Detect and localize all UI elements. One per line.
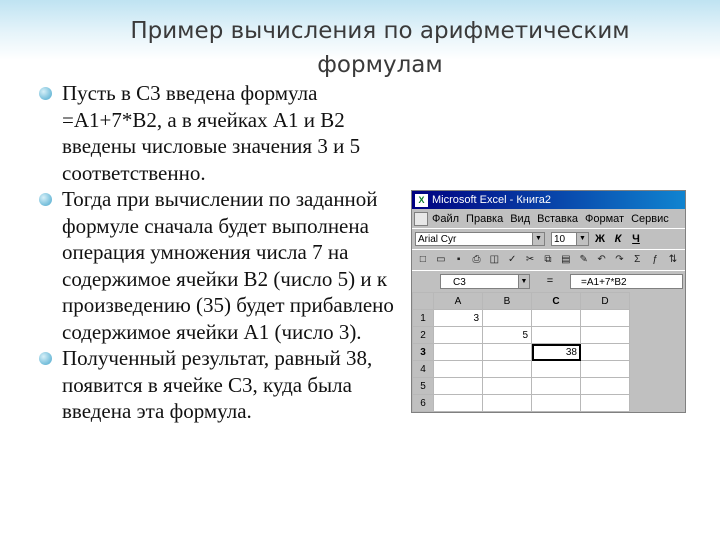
cell-b2[interactable]: 5 (483, 327, 532, 344)
save-icon[interactable]: ▪ (456, 254, 461, 265)
bullet-list (30, 80, 400, 425)
menu-format[interactable]: Формат (585, 212, 625, 225)
formula-input[interactable]: =A1+7*B2 (570, 274, 683, 289)
menu-view[interactable]: Вид (510, 212, 531, 225)
table-row (413, 310, 630, 327)
menu-tools[interactable]: Сервис (631, 212, 669, 225)
cell-c4[interactable] (532, 361, 581, 378)
cell-c6[interactable] (532, 395, 581, 412)
cell-a1[interactable]: 3 (434, 310, 483, 327)
document-icon (414, 212, 428, 226)
bullet-item (30, 186, 400, 345)
cell-b3[interactable] (483, 344, 532, 361)
cell-d5[interactable] (581, 378, 630, 395)
menu-edit[interactable]: Правка (466, 212, 504, 225)
format-painter-icon[interactable]: ✎ (579, 254, 588, 265)
chevron-down-icon[interactable]: ▼ (532, 233, 544, 245)
italic-icon[interactable]: К (614, 233, 622, 245)
cell-c2[interactable] (532, 327, 581, 344)
standard-toolbar (412, 249, 685, 270)
cell-a6[interactable] (434, 395, 483, 412)
font-size-value: 10 (554, 234, 566, 245)
name-box[interactable] (440, 274, 530, 289)
excel-logo-icon: X (415, 194, 428, 207)
excel-title-bar (412, 191, 685, 209)
spelling-icon[interactable]: ✓ (508, 254, 517, 265)
cut-icon[interactable]: ✂ (525, 254, 535, 265)
bullet-text: Тогда при вычислении по заданной формуле сначала будет выполнена операция умножения числа 7 на содержимое ячейки В2 (число 5) и к произведению (35) будет прибавлено содержимое ячейки А1 (число 3). (62, 187, 394, 344)
sum-icon[interactable]: Σ (634, 254, 641, 265)
cell-b5[interactable] (483, 378, 532, 395)
bullet-dot-icon (39, 193, 52, 206)
slide-title: Пример вычисления по арифметическим формулам (130, 18, 630, 78)
row-header[interactable]: 4 (413, 361, 434, 378)
menu-file[interactable]: Файл (432, 212, 460, 225)
bullet-text: Полученный результат, равный 38, появится в ячейке С3, куда была введена эта формула. (62, 346, 373, 423)
paste-icon[interactable]: ▤ (561, 254, 571, 265)
copy-icon[interactable]: ⧉ (544, 254, 552, 265)
open-file-icon[interactable]: ▭ (436, 254, 446, 265)
select-all-corner[interactable] (413, 293, 434, 310)
redo-icon[interactable]: ↷ (615, 254, 624, 265)
format-toolbar (412, 228, 685, 249)
cell-c5[interactable] (532, 378, 581, 395)
table-row (413, 361, 630, 378)
print-icon[interactable]: ⎙ (472, 254, 481, 265)
spreadsheet-grid (412, 292, 630, 412)
row-header[interactable]: 3 (413, 344, 434, 361)
new-file-icon[interactable]: □ (419, 254, 426, 265)
excel-screenshot (411, 190, 686, 413)
table-row (413, 395, 630, 412)
column-header[interactable]: B (483, 293, 532, 310)
table-row (413, 378, 630, 395)
cell-d2[interactable] (581, 327, 630, 344)
equals-label[interactable]: = (546, 275, 554, 287)
preview-icon[interactable]: ◫ (489, 254, 500, 265)
formula-bar (412, 270, 685, 291)
undo-icon[interactable]: ↶ (597, 254, 606, 265)
table-row (413, 327, 630, 344)
sort-icon[interactable]: ⇅ (668, 254, 678, 265)
cell-b6[interactable] (483, 395, 532, 412)
column-header[interactable]: A (434, 293, 483, 310)
row-header[interactable]: 6 (413, 395, 434, 412)
cell-b1[interactable] (483, 310, 532, 327)
chevron-down-icon[interactable]: ▼ (576, 233, 588, 245)
bullet-dot-icon (39, 87, 52, 100)
cell-d4[interactable] (581, 361, 630, 378)
name-box-value: C3 (453, 276, 466, 288)
bullet-item (30, 345, 400, 425)
cell-c1[interactable] (532, 310, 581, 327)
font-size-select[interactable] (551, 232, 589, 246)
bullet-item (30, 80, 400, 186)
cell-a3[interactable] (434, 344, 483, 361)
function-icon[interactable]: ƒ (652, 254, 658, 265)
cell-a5[interactable] (434, 378, 483, 395)
cell-d6[interactable] (581, 395, 630, 412)
cell-d1[interactable] (581, 310, 630, 327)
cell-a4[interactable] (434, 361, 483, 378)
row-header[interactable]: 5 (413, 378, 434, 395)
bold-icon[interactable]: Ж (595, 233, 605, 245)
bullet-text: Пусть в С3 введена формула =А1+7*В2, а в ячейках А1 и В2 введены числовые значения 3 и 5 соответственно. (62, 81, 361, 185)
column-header[interactable]: D (581, 293, 630, 310)
font-name-select[interactable] (415, 232, 545, 246)
table-row (413, 344, 630, 361)
row-header[interactable]: 1 (413, 310, 434, 327)
cell-a2[interactable] (434, 327, 483, 344)
column-header-row (413, 293, 630, 310)
column-header[interactable]: C (532, 293, 581, 310)
underline-icon[interactable]: Ч (632, 233, 640, 245)
chevron-down-icon[interactable]: ▼ (518, 275, 529, 288)
cell-d3[interactable] (581, 344, 630, 361)
cell-b4[interactable] (483, 361, 532, 378)
row-header[interactable]: 2 (413, 327, 434, 344)
font-name-value: Arial Cyr (418, 234, 457, 245)
excel-window-title: Microsoft Excel - Книга2 (432, 194, 551, 206)
bullet-dot-icon (39, 352, 52, 365)
cell-c3-active[interactable]: 38 (532, 344, 581, 361)
menu-insert[interactable]: Вставка (537, 212, 579, 225)
excel-menu-bar (412, 209, 685, 228)
